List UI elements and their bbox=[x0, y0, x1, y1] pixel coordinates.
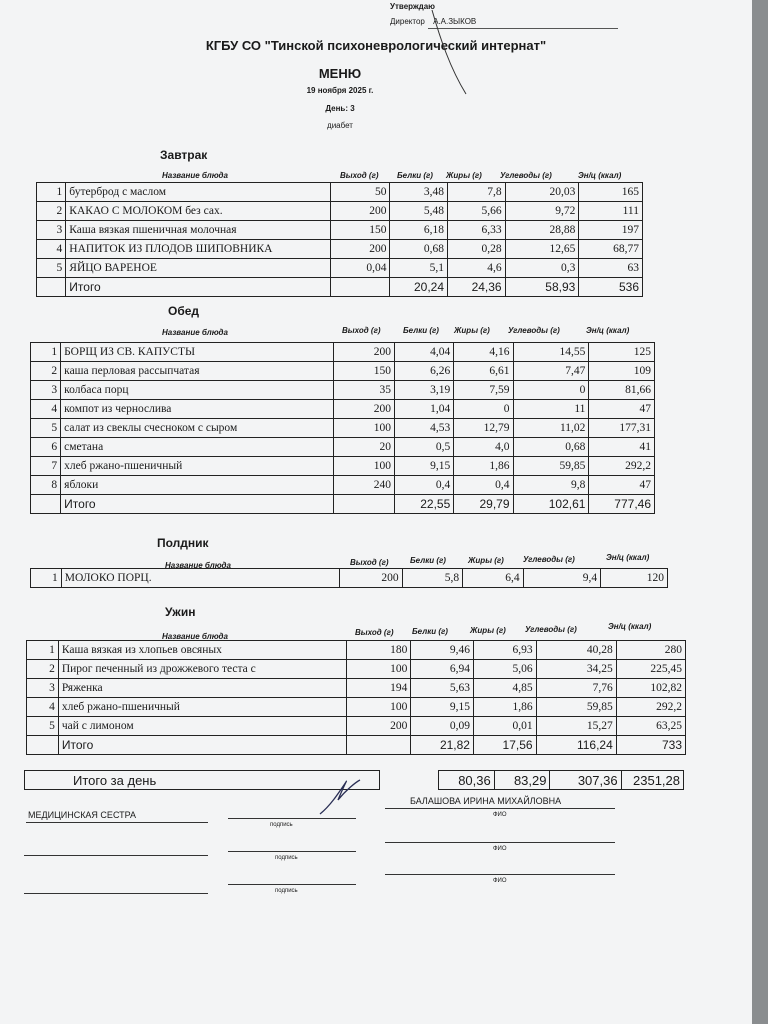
dish-protein: 9,46 bbox=[411, 641, 474, 660]
sign-caption-3: подпись bbox=[275, 888, 298, 894]
table-row bbox=[27, 698, 686, 717]
dish-fat: 12,79 bbox=[454, 419, 513, 438]
row-number: 3 bbox=[31, 381, 61, 400]
table-row bbox=[37, 240, 643, 259]
table-row bbox=[31, 343, 655, 362]
dish-fat: 6,61 bbox=[454, 362, 513, 381]
table-row bbox=[27, 660, 686, 679]
dish-name: хлеб ржано-пшеничный bbox=[61, 457, 333, 476]
dish-name: Пирог печенный из дрожжевого теста с bbox=[58, 660, 346, 679]
menu-date: 19 ноября 2025 г. bbox=[306, 86, 374, 95]
dish-yield: 20 bbox=[333, 438, 394, 457]
dish-protein: 6,18 bbox=[390, 221, 448, 240]
col-header-carbs: Углеводы (г) bbox=[508, 326, 560, 335]
col-header-carbs: Углеводы (г) bbox=[500, 171, 552, 180]
dish-yield: 200 bbox=[346, 717, 411, 736]
col-header-protein: Белки (г) bbox=[412, 627, 448, 636]
dish-energy: 292,2 bbox=[616, 698, 685, 717]
nurse-name: БАЛАШОВА ИРИНА МИХАЙЛОВНА bbox=[410, 796, 562, 806]
dish-yield: 100 bbox=[346, 660, 411, 679]
dish-yield: 50 bbox=[330, 183, 390, 202]
snack-table bbox=[30, 568, 668, 588]
dish-protein: 3,19 bbox=[394, 381, 453, 400]
dish-name: НАПИТОК ИЗ ПЛОДОВ ШИПОВНИКА bbox=[66, 240, 331, 259]
col-header-protein: Белки (г) bbox=[403, 326, 439, 335]
table-row bbox=[31, 569, 668, 588]
dish-carbs: 0 bbox=[513, 381, 589, 400]
row-number: 2 bbox=[27, 660, 59, 679]
section-title-snack: Полдник bbox=[157, 536, 209, 550]
total-protein: 22,55 bbox=[394, 495, 453, 514]
dish-name: БОРЩ ИЗ СВ. КАПУСТЫ bbox=[61, 343, 333, 362]
dish-name: колбаса порц bbox=[61, 381, 333, 400]
total-carbs: 102,61 bbox=[513, 495, 589, 514]
diet-type: диабет bbox=[327, 121, 353, 130]
signature-line-role-1 bbox=[26, 822, 208, 823]
total-label: Итого bbox=[61, 495, 333, 514]
table-row bbox=[27, 641, 686, 660]
dish-fat: 5,06 bbox=[473, 660, 536, 679]
dish-yield: 240 bbox=[333, 476, 394, 495]
col-header-yield: Выход (г) bbox=[355, 628, 394, 637]
dish-protein: 6,94 bbox=[411, 660, 474, 679]
row-number: 5 bbox=[37, 259, 66, 278]
director-label: Директор bbox=[390, 17, 425, 26]
signature-line-fio-3 bbox=[385, 874, 615, 875]
dish-protein: 5,63 bbox=[411, 679, 474, 698]
col-header-carbs: Углеводы (г) bbox=[525, 625, 577, 634]
col-header-name: Название блюда bbox=[162, 171, 228, 180]
dish-fat: 1,86 bbox=[473, 698, 536, 717]
table-row bbox=[31, 476, 655, 495]
col-header-yield: Выход (г) bbox=[350, 558, 389, 567]
dish-name: компот из чернослива bbox=[61, 400, 333, 419]
row-number: 1 bbox=[27, 641, 59, 660]
section-title-dinner: Ужин bbox=[165, 605, 196, 619]
col-header-energy: Эн/ц (ккал) bbox=[606, 553, 650, 562]
dish-carbs: 9,8 bbox=[513, 476, 589, 495]
dish-yield: 100 bbox=[333, 457, 394, 476]
fio-caption-2: ФИО bbox=[493, 846, 507, 852]
approval-label: Утверждаю bbox=[390, 2, 435, 11]
col-header-fat: Жиры (г) bbox=[446, 171, 482, 180]
dish-carbs: 9,72 bbox=[505, 202, 579, 221]
dish-fat: 4,6 bbox=[448, 259, 506, 278]
col-header-yield: Выход (г) bbox=[342, 326, 381, 335]
dish-yield: 0,04 bbox=[330, 259, 390, 278]
signature-line-role-3 bbox=[24, 893, 208, 894]
fio-caption-1: ФИО bbox=[493, 812, 507, 818]
dish-fat: 4,16 bbox=[454, 343, 513, 362]
dish-energy: 109 bbox=[589, 362, 655, 381]
dish-name: Каша вязкая пшеничная молочная bbox=[66, 221, 331, 240]
dish-carbs: 15,27 bbox=[536, 717, 616, 736]
dish-carbs: 12,65 bbox=[505, 240, 579, 259]
table-row bbox=[37, 259, 643, 278]
dish-yield: 150 bbox=[333, 362, 394, 381]
dish-energy: 63 bbox=[579, 259, 643, 278]
dish-name: Ряженка bbox=[58, 679, 346, 698]
table-row bbox=[31, 438, 655, 457]
row-number: 3 bbox=[27, 679, 59, 698]
dish-protein: 0,5 bbox=[394, 438, 453, 457]
dish-name: ЯЙЦО ВАРЕНОЕ bbox=[66, 259, 331, 278]
dish-carbs: 20,03 bbox=[505, 183, 579, 202]
dish-yield: 200 bbox=[333, 400, 394, 419]
dish-energy: 125 bbox=[589, 343, 655, 362]
dish-protein: 6,26 bbox=[394, 362, 453, 381]
section-title-lunch: Обед bbox=[168, 304, 200, 318]
dish-protein: 1,04 bbox=[394, 400, 453, 419]
dish-name: МОЛОКО ПОРЦ. bbox=[61, 569, 339, 588]
dish-yield: 100 bbox=[346, 698, 411, 717]
total-fat: 29,79 bbox=[454, 495, 513, 514]
dish-carbs: 59,85 bbox=[536, 698, 616, 717]
dish-yield: 200 bbox=[339, 569, 402, 588]
dish-yield: 194 bbox=[346, 679, 411, 698]
col-header-fat: Жиры (г) bbox=[470, 626, 506, 635]
dish-yield: 100 bbox=[333, 419, 394, 438]
dish-fat: 0 bbox=[454, 400, 513, 419]
row-number: 1 bbox=[31, 343, 61, 362]
total-energy: 536 bbox=[579, 278, 643, 297]
dish-carbs: 34,25 bbox=[536, 660, 616, 679]
dish-energy: 280 bbox=[616, 641, 685, 660]
row-number: 8 bbox=[31, 476, 61, 495]
dish-carbs: 0,68 bbox=[513, 438, 589, 457]
total-row bbox=[31, 495, 655, 514]
total-label: Итого bbox=[58, 736, 346, 755]
dish-name: яблоки bbox=[61, 476, 333, 495]
table-row bbox=[37, 202, 643, 221]
row-number: 4 bbox=[31, 400, 61, 419]
dish-carbs: 7,76 bbox=[536, 679, 616, 698]
handwritten-mark-director bbox=[430, 8, 470, 98]
dish-protein: 5,8 bbox=[402, 569, 463, 588]
table-row bbox=[31, 400, 655, 419]
dish-carbs: 59,85 bbox=[513, 457, 589, 476]
row-number: 3 bbox=[37, 221, 66, 240]
col-header-energy: Эн/ц (ккал) bbox=[578, 171, 622, 180]
dish-energy: 63,25 bbox=[616, 717, 685, 736]
signature-line-sign-2 bbox=[228, 851, 356, 852]
dish-energy: 47 bbox=[589, 476, 655, 495]
breakfast-table bbox=[36, 182, 643, 297]
signature-line-fio-2 bbox=[385, 842, 615, 843]
total-row bbox=[37, 278, 643, 297]
menu-day: День: 3 bbox=[325, 104, 355, 113]
signature-line-sign-1 bbox=[228, 818, 356, 819]
total-energy: 733 bbox=[616, 736, 685, 755]
row-number: 5 bbox=[31, 419, 61, 438]
dish-fat: 7,59 bbox=[454, 381, 513, 400]
dish-energy: 225,45 bbox=[616, 660, 685, 679]
row-number: 1 bbox=[37, 183, 66, 202]
table-row bbox=[27, 717, 686, 736]
dish-name: сметана bbox=[61, 438, 333, 457]
total-energy: 777,46 bbox=[589, 495, 655, 514]
col-header-energy: Эн/ц (ккал) bbox=[608, 622, 652, 631]
table-row bbox=[31, 362, 655, 381]
fio-caption-3: ФИО bbox=[493, 878, 507, 884]
dish-fat: 0,28 bbox=[448, 240, 506, 259]
dish-yield: 200 bbox=[330, 240, 390, 259]
dish-protein: 4,04 bbox=[394, 343, 453, 362]
col-header-name: Название блюда bbox=[162, 328, 228, 337]
dish-fat: 4,0 bbox=[454, 438, 513, 457]
dish-fat: 6,93 bbox=[473, 641, 536, 660]
table-row bbox=[37, 221, 643, 240]
signature-line-sign-3 bbox=[228, 884, 356, 885]
table-row bbox=[31, 457, 655, 476]
page-title: МЕНЮ bbox=[318, 66, 362, 81]
dish-name: КАКАО С МОЛОКОМ без сах. bbox=[66, 202, 331, 221]
dish-yield: 150 bbox=[330, 221, 390, 240]
dish-protein: 5,1 bbox=[390, 259, 448, 278]
dish-protein: 9,15 bbox=[394, 457, 453, 476]
row-number: 6 bbox=[31, 438, 61, 457]
dish-protein: 4,53 bbox=[394, 419, 453, 438]
row-number: 1 bbox=[31, 569, 62, 588]
dish-carbs: 40,28 bbox=[536, 641, 616, 660]
section-title-breakfast: Завтрак bbox=[160, 148, 208, 162]
dish-energy: 120 bbox=[601, 569, 668, 588]
handwritten-signature bbox=[316, 776, 366, 818]
row-number: 5 bbox=[27, 717, 59, 736]
dish-carbs: 0,3 bbox=[505, 259, 579, 278]
col-header-protein: Белки (г) bbox=[410, 556, 446, 565]
day-total-protein: 80,36 bbox=[439, 771, 495, 790]
dish-yield: 200 bbox=[333, 343, 394, 362]
total-fat: 24,36 bbox=[448, 278, 506, 297]
total-protein: 21,82 bbox=[411, 736, 474, 755]
col-header-fat: Жиры (г) bbox=[454, 326, 490, 335]
dish-fat: 6,33 bbox=[448, 221, 506, 240]
organization-name: КГБУ СО "Тинской психоневрологический интернат" bbox=[205, 38, 547, 53]
dish-protein: 0,4 bbox=[394, 476, 453, 495]
dish-protein: 0,68 bbox=[390, 240, 448, 259]
dish-name: Каша вязкая из хлопьев овсяных bbox=[58, 641, 346, 660]
dish-protein: 3,48 bbox=[390, 183, 448, 202]
dish-energy: 68,77 bbox=[579, 240, 643, 259]
signature-line-role-2 bbox=[24, 855, 208, 856]
col-header-fat: Жиры (г) bbox=[468, 556, 504, 565]
dish-energy: 165 bbox=[579, 183, 643, 202]
dish-yield: 180 bbox=[346, 641, 411, 660]
col-header-carbs: Углеводы (г) bbox=[523, 555, 575, 564]
total-label: Итого bbox=[66, 278, 331, 297]
dish-protein: 0,09 bbox=[411, 717, 474, 736]
table-row bbox=[31, 419, 655, 438]
total-carbs: 116,24 bbox=[536, 736, 616, 755]
total-carbs: 58,93 bbox=[505, 278, 579, 297]
day-total-fat: 83,29 bbox=[494, 771, 550, 790]
dish-energy: 47 bbox=[589, 400, 655, 419]
dish-carbs: 14,55 bbox=[513, 343, 589, 362]
row-number: 2 bbox=[37, 202, 66, 221]
dish-carbs: 11 bbox=[513, 400, 589, 419]
dish-energy: 177,31 bbox=[589, 419, 655, 438]
dish-protein: 9,15 bbox=[411, 698, 474, 717]
col-header-protein: Белки (г) bbox=[397, 171, 433, 180]
lunch-table bbox=[30, 342, 655, 514]
dish-name: каша перловая рассыпчатая bbox=[61, 362, 333, 381]
row-number: 4 bbox=[27, 698, 59, 717]
dish-name: хлеб ржано-пшеничный bbox=[58, 698, 346, 717]
dish-yield: 200 bbox=[330, 202, 390, 221]
day-total-carbs: 307,36 bbox=[550, 771, 621, 790]
dish-energy: 292,2 bbox=[589, 457, 655, 476]
dish-yield: 35 bbox=[333, 381, 394, 400]
row-number: 4 bbox=[37, 240, 66, 259]
dish-fat: 4,85 bbox=[473, 679, 536, 698]
col-header-energy: Эн/ц (ккал) bbox=[586, 326, 630, 335]
dish-name: чай с лимоном bbox=[58, 717, 346, 736]
dish-energy: 102,82 bbox=[616, 679, 685, 698]
table-row bbox=[27, 679, 686, 698]
dish-energy: 41 bbox=[589, 438, 655, 457]
dinner-table bbox=[26, 640, 686, 755]
dish-fat: 0,4 bbox=[454, 476, 513, 495]
director-name: А.А.ЗЫКОВ bbox=[433, 17, 477, 26]
dish-name: бутерброд с маслом bbox=[66, 183, 331, 202]
total-row bbox=[27, 736, 686, 755]
total-protein: 20,24 bbox=[390, 278, 448, 297]
col-header-yield: Выход (г) bbox=[340, 171, 379, 180]
dish-energy: 111 bbox=[579, 202, 643, 221]
dish-fat: 6,4 bbox=[463, 569, 524, 588]
dish-carbs: 11,02 bbox=[513, 419, 589, 438]
sign-caption-1: подпись bbox=[270, 822, 293, 828]
col-header-name: Название блюда bbox=[162, 632, 228, 641]
day-total-energy: 2351,28 bbox=[621, 771, 683, 790]
dish-carbs: 9,4 bbox=[523, 569, 601, 588]
sign-caption-2: подпись bbox=[275, 855, 298, 861]
table-row bbox=[31, 381, 655, 400]
col-header-name: Название блюда bbox=[165, 561, 231, 570]
dish-energy: 81,66 bbox=[589, 381, 655, 400]
table-row bbox=[37, 183, 643, 202]
day-total-label: Итого за день bbox=[25, 771, 380, 790]
dish-fat: 7,8 bbox=[448, 183, 506, 202]
signature-line-fio-1 bbox=[385, 808, 615, 809]
dish-name: салат из свеклы счесноком с сыром bbox=[61, 419, 333, 438]
total-fat: 17,56 bbox=[473, 736, 536, 755]
dish-carbs: 28,88 bbox=[505, 221, 579, 240]
nurse-label: МЕДИЦИНСКАЯ СЕСТРА bbox=[28, 810, 137, 820]
dish-fat: 1,86 bbox=[454, 457, 513, 476]
dish-carbs: 7,47 bbox=[513, 362, 589, 381]
dish-fat: 5,66 bbox=[448, 202, 506, 221]
dish-energy: 197 bbox=[579, 221, 643, 240]
dish-fat: 0,01 bbox=[473, 717, 536, 736]
row-number: 7 bbox=[31, 457, 61, 476]
row-number: 2 bbox=[31, 362, 61, 381]
dish-protein: 5,48 bbox=[390, 202, 448, 221]
